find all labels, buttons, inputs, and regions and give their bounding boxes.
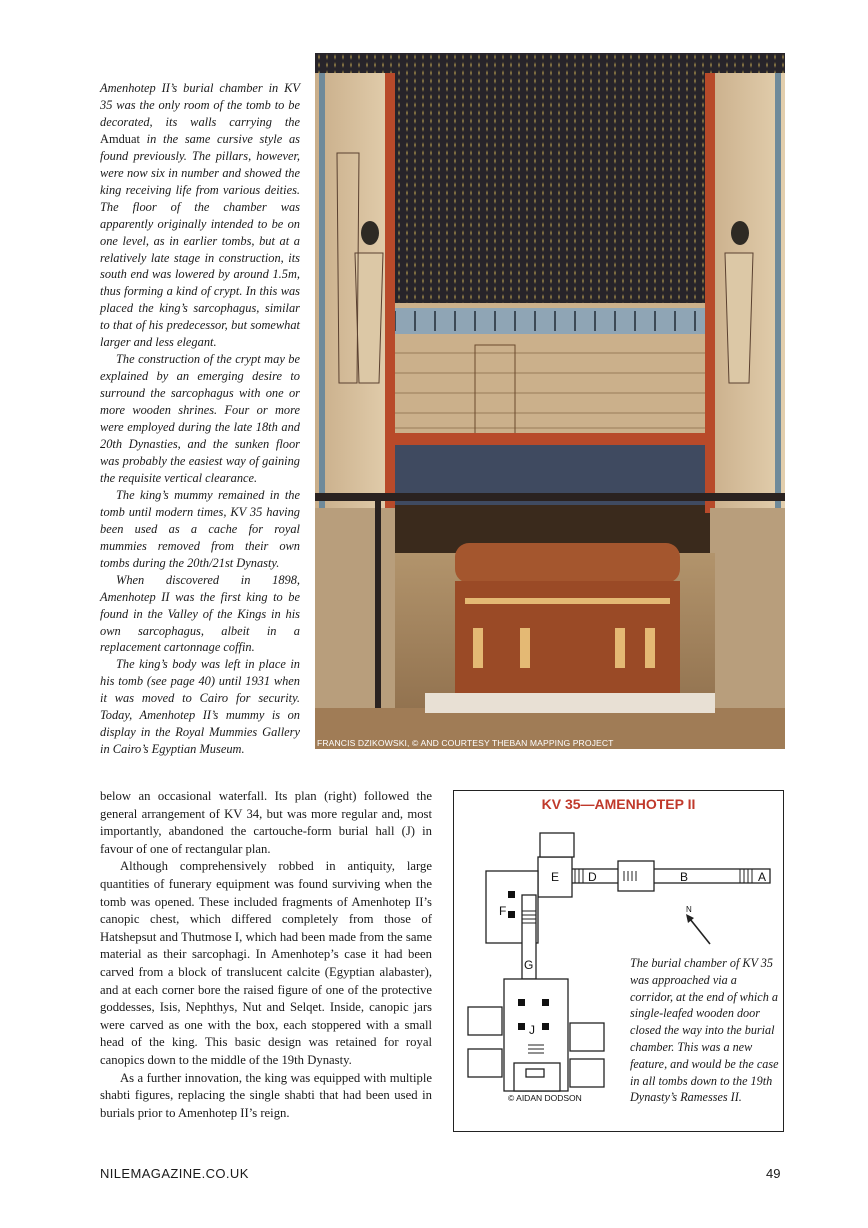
body-text-column xyxy=(100,788,432,1122)
burial-chamber-photo xyxy=(315,53,785,749)
intro-paragraph-5: The king’s body was left in place in his tomb (see page 40) until 1931 when it was moved to Cairo for security. Today, Amenhotep II’s mummy is on display in the Royal Mummies Gallery in Cairo’s Egyptian Museum. xyxy=(100,657,300,757)
label-G: G xyxy=(524,958,534,972)
label-B: B xyxy=(680,870,689,884)
label-N: N xyxy=(686,905,692,914)
footer-site: NILEMAGAZINE.CO.UK xyxy=(100,1166,249,1181)
intro-paragraph-4: When discovered in 1898, Amenhotep II was the first king to be found in the Valley of the Kings in his own sarcophagus, albeit in a replacement cartonnage coffin. xyxy=(100,572,300,655)
intro-paragraph-2: The construction of the crypt may be explained by an emerging desire to surround the sarcophagus with one or more wooden shrines. Four or more were employed during the late 18th and 20th Dynasties, and the sunken floor was probably the easiest way of gaining the requisite vertical clearance. xyxy=(100,352,300,485)
body-paragraph-3: As a further innovation, the king was equipped with multiple shabti figures, replacing the single shabti that had been used in burials prior to Amenhotep II’s reign. xyxy=(100,1070,432,1120)
label-F: F xyxy=(499,904,507,918)
label-E: E xyxy=(551,870,560,884)
intro-paragraph-3: The king’s mummy remained in the tomb until modern times, KV 35 having been used as a cache for royal mummies removed from their own tombs during the 20th/21st Dynasty. xyxy=(100,487,300,570)
plan-caption: The burial chamber of KV 35 was approached via a corridor, at the end of which a single-leafed wooden door closed the way into the burial chamber. This was a new feature, and would be the case in all tombs down to the 19th Dynasty’s Ramesses II. xyxy=(630,956,779,1105)
body-paragraph-1: below an occasional waterfall. Its plan (right) followed the general arrangement of KV 34, but was more regular and, most importantly, abandoned the cartouche-form burial hall (J) in favour of one of rectangular plan. xyxy=(100,789,432,856)
amduat-term: Amduat xyxy=(100,131,140,146)
plan-title: KV 35—AMENHOTEP II xyxy=(541,796,696,812)
label-D: D xyxy=(588,870,597,884)
label-A: A xyxy=(758,870,767,884)
label-J: J xyxy=(529,1023,535,1037)
plan-copyright: © AIDAN DODSON xyxy=(508,1093,582,1103)
intro-text-column xyxy=(100,80,300,758)
intro-paragraph-1: Amenhotep II’s burial chamber in KV 35 was the only room of the tomb to be decorated, its walls carrying the Amduat in the same cursive style as found previously. The pillars, however, were now six in number and showed the king receiving life from various deities. The floor of the chamber was apparently originally intended to be on one level, as in earlier tombs, but at a relatively late stage in construction, its south end was lowered by around 1.5m, thus forming a kind of crypt. In this was placed the king’s sarcophagus, similar to that of his predecessor, but somewhat larger and less elegant. xyxy=(100,81,300,350)
burial-chamber-illustration xyxy=(315,53,785,749)
footer-page-number: 49 xyxy=(766,1166,781,1181)
body-paragraph-2: Although comprehensively robbed in antiquity, large quantities of funerary equipment was found surviving when the tomb was opened. These included fragments of Amenhotep II’s canopic chest, which differed completely from those of Hatshepsut and Thutmose I, which had been made from the same material as their sarcophagi. In Amenhotep’s case it had been carved from a block of translucent calcite (Egyptian alabaster), and at each corner bore the raised figure of one of the protective goddesses, Isis, Nephthys, Nut and Selqet. Inside, canopic jars were carved as one with the box, each stoppered with a small head of the king. This basic design was retained for royal canopics down to the middle of the 19th Dynasty. xyxy=(100,859,432,1067)
tomb-plan-box xyxy=(453,790,784,1132)
photo-credit: FRANCIS DZIKOWSKI, © AND COURTESY THEBAN MAPPING PROJECT xyxy=(317,738,614,748)
